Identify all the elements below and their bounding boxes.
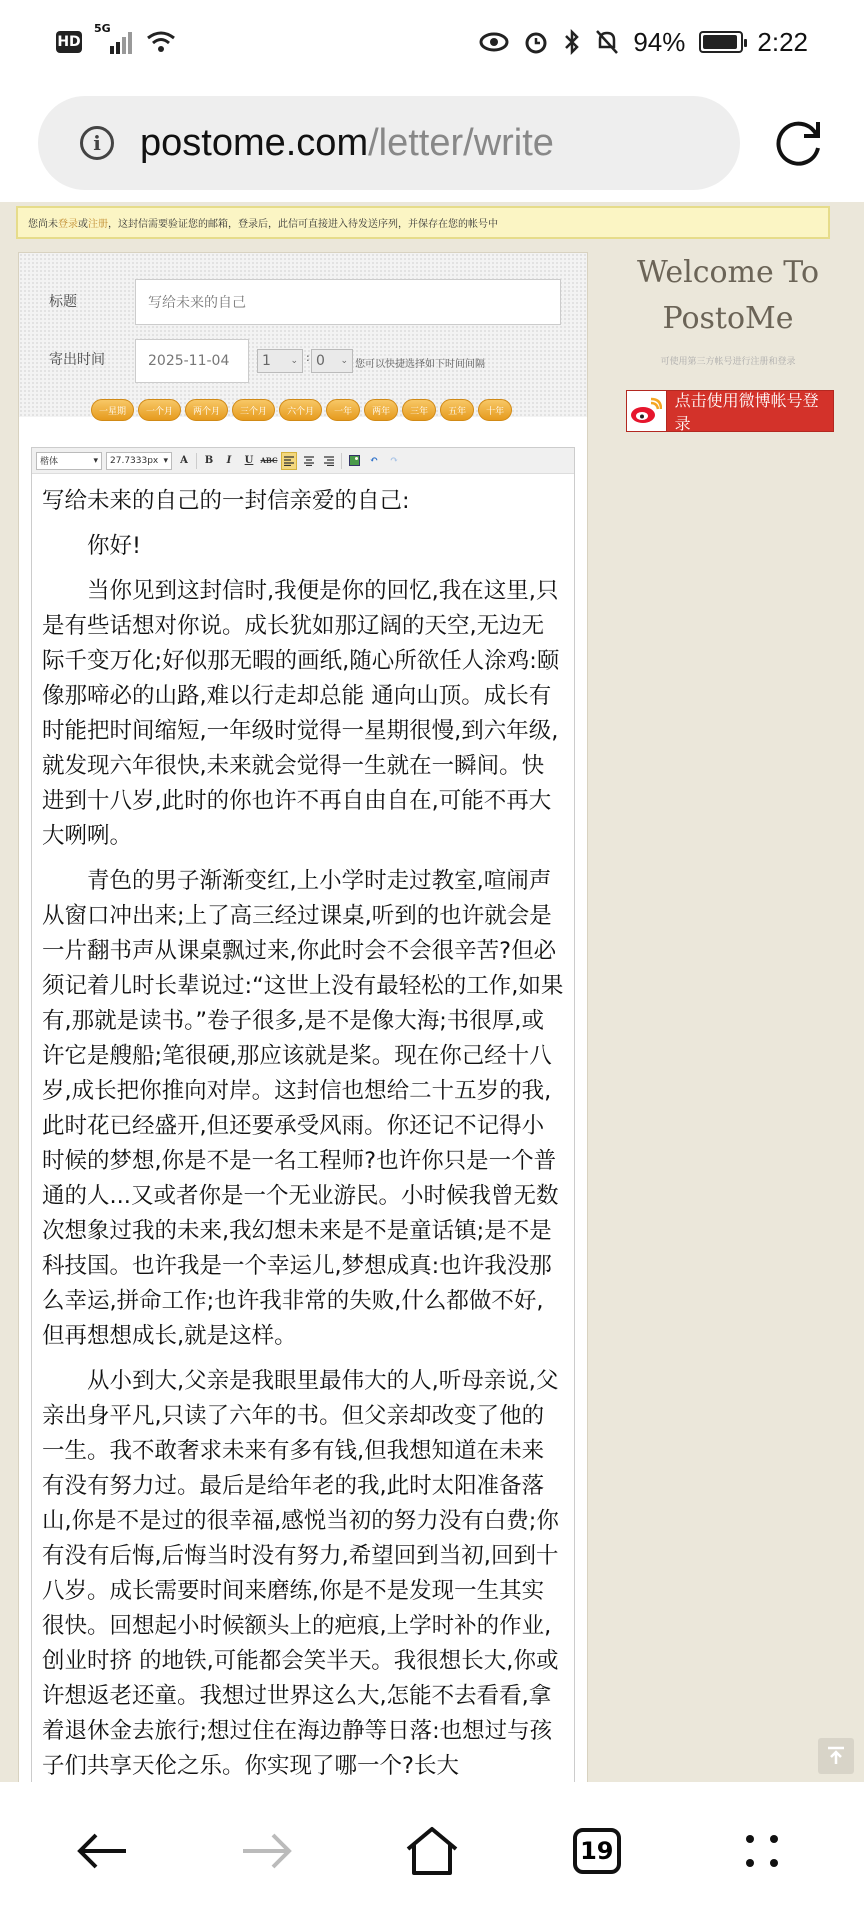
tab-count: 19: [573, 1828, 621, 1874]
hour-select[interactable]: [257, 349, 303, 373]
quick-btn-1-week[interactable]: 一星期: [91, 399, 134, 421]
status-left: [56, 22, 176, 54]
web-page: [0, 202, 864, 1782]
quick-interval-buttons: [91, 399, 512, 421]
notice-suffix: ，这封信需要验证您的邮箱，登录后，此信可直接进入待发送序列，并保存在您的帐号中: [108, 219, 498, 230]
menu-button[interactable]: [717, 1806, 807, 1896]
bluetooth-icon: [563, 29, 581, 55]
notice-prefix: 您尚未: [28, 219, 58, 230]
register-link[interactable]: 注册: [88, 219, 108, 230]
send-time-label: 寄出时间: [49, 352, 105, 368]
browser-bottom-nav: [0, 1782, 864, 1920]
battery-icon: [699, 31, 743, 53]
back-to-top-button[interactable]: [818, 1738, 854, 1774]
quick-btn-1-year[interactable]: 一年: [326, 399, 360, 421]
login-notice: [16, 206, 830, 239]
align-right-icon[interactable]: [321, 452, 337, 470]
underline-button[interactable]: U: [244, 455, 254, 466]
browser-toolbar: [0, 84, 864, 202]
strikethrough-button[interactable]: ABC: [260, 456, 278, 465]
status-time: 2:22: [757, 26, 808, 57]
signal-icon: [94, 22, 132, 54]
status-right: [479, 27, 808, 58]
home-button[interactable]: [387, 1806, 477, 1896]
align-center-icon[interactable]: [301, 452, 317, 470]
third-party-hint: 可使用第三方帐号进行注册和登录: [660, 357, 796, 367]
quick-btn-10-years[interactable]: 十年: [478, 399, 512, 421]
title-label: 标题: [49, 294, 77, 310]
quick-btn-2-years[interactable]: 两年: [364, 399, 398, 421]
arrow-left-icon: [74, 1829, 130, 1873]
letter-paragraph: 写给未来的自己的一封信亲爱的自己:: [42, 488, 410, 514]
letter-paragraph: 当你见到这封信时,我便是你的回忆,我在这里,只是有些话想对你说。成长犹如那辽阔的天空,无边无际千变万化;好似那无暇的画纸,随心所欲任人涂鸡:颐像那啼必的山路,难以行走却总能 通向山顶。成长有 时能把时间缩短,一年级时觉得一星期很慢,到六年级,就发现六年很快,未来就会觉得一生就在一瞬间。快进到十八岁,此时的你也许不再自由自在,可能不再大大咧咧。: [42, 578, 560, 849]
eye-icon: [479, 31, 509, 53]
reload-icon[interactable]: [772, 116, 826, 170]
network-label: 5G: [94, 22, 111, 35]
info-icon[interactable]: i: [80, 126, 114, 160]
arrow-up-icon: [825, 1745, 847, 1767]
welcome-title: [610, 250, 846, 342]
arrow-right-icon: [239, 1829, 295, 1873]
alarm-icon: [523, 29, 549, 55]
quick-btn-2-months[interactable]: 两个月: [185, 399, 228, 421]
letter-body[interactable]: [32, 474, 574, 1782]
toolbar-divider: [341, 453, 342, 469]
font-size-value: 27.7333px: [110, 455, 159, 466]
chevron-down-icon: ▾: [163, 455, 168, 466]
font-family-select[interactable]: [36, 452, 102, 470]
hour-value: 1: [262, 353, 271, 369]
tabs-button[interactable]: [552, 1806, 642, 1896]
undo-icon[interactable]: ↶: [369, 455, 379, 466]
rich-text-editor: [31, 447, 575, 1782]
weibo-login-label: 点击使用微博帐号登录: [674, 391, 819, 433]
letter-paragraph: 你好!: [87, 533, 142, 559]
wifi-icon: [146, 30, 176, 54]
form-header: [19, 253, 587, 417]
weibo-icon: [627, 391, 667, 431]
weibo-login-button[interactable]: [626, 390, 834, 432]
quick-select-hint: 您可以快捷选择如下时间间隔: [355, 359, 485, 370]
welcome-line-2: PostoMe: [662, 301, 794, 336]
forward-button[interactable]: [222, 1806, 312, 1896]
minute-select[interactable]: [311, 349, 353, 373]
hd-badge: HD: [56, 31, 82, 53]
back-button[interactable]: [57, 1806, 147, 1896]
status-bar: [0, 0, 864, 84]
notice-or: 或: [78, 219, 88, 230]
welcome-line-1: Welcome To: [636, 255, 820, 290]
chevron-down-icon: ⌄: [340, 356, 348, 366]
url-domain: postome.com: [140, 121, 369, 164]
letter-paragraph: 青色的男子渐渐变红,上小学时走过教室,喧闹声从窗口冲出来;上了高三经过课桌,听到的也许就会是一片翻书声从课桌飘过来,你此时会不会很辛苦?但必须记着儿时长辈说过:“这世上没有最轻松的工作,如果有,那就是读书。”卷子很多,是不是像大海;书很厚,或许它是艘船;笔很硬,那应该就是桨。现在你己经十八岁,成长把你推向对岸。这封信也想给二十五岁的我,此时花已经盛开,但还要承受风雨。你还记不记得小时候的梦想,你是不是一名工程师?也许你只是一个普通的人...又或者你是一个无业游民。小时候我曾无数次想象过我的未来,我幻想未来是不是童话镇;是不是科技国。也许我是一个幸运儿,梦想成真:也许我没那么幸运,拼命工作;也许我非常的失败,什么都做不好,但再想想成长,就是这样。: [42, 868, 564, 1349]
minute-value: 0: [316, 353, 325, 369]
font-family-value: 楷体: [40, 457, 59, 467]
time-colon: :: [306, 351, 310, 364]
font-size-select[interactable]: [106, 452, 172, 470]
quick-btn-1-month[interactable]: 一个月: [138, 399, 181, 421]
italic-button[interactable]: I: [226, 455, 232, 466]
editor-toolbar: [32, 448, 574, 474]
url-path: /letter/write: [368, 121, 554, 164]
quick-btn-6-months[interactable]: 六个月: [279, 399, 322, 421]
letter-paragraph: 从小到大,父亲是我眼里最伟大的人,听母亲说,父亲出身平凡,只读了六年的书。但父亲却改变了他的一生。我不敢奢求未来有多有钱,但我想知道在未来有没有努力过。最后是给年老的我,此时太阳准备落山,你是不是过的很幸福,感悦当初的努力没有白费;你有没有后悔,后悔当时没有努力,希望回到当初,回到十八岁。成长需要时间来磨练,你是不是发现一生其实很快。回想起小时候额头上的疤痕,上学时补的作业,创业时挤 的地铁,可能都会笑半天。我很想长大,你或许想返老还童。我想过世界这么大,怎能不去看看,拿着退休金去旅行;想过住在海边静等日落:也想过与孩子们共享天伦之乐。你实现了哪一个?长大: [42, 1368, 559, 1779]
chevron-down-icon: ▾: [93, 455, 98, 466]
url-text[interactable]: [140, 122, 554, 165]
battery-fill: [703, 35, 737, 49]
quick-btn-3-years[interactable]: 三年: [402, 399, 436, 421]
chevron-down-icon: ⌄: [290, 356, 298, 366]
redo-icon[interactable]: ↷: [389, 455, 399, 466]
login-link[interactable]: 登录: [58, 219, 78, 230]
bold-button[interactable]: B: [204, 455, 214, 466]
more-dots-icon: [742, 1831, 782, 1871]
toolbar-divider: [196, 453, 197, 469]
mute-icon: [595, 29, 619, 55]
insert-image-icon[interactable]: [346, 452, 362, 470]
home-icon: [404, 1825, 460, 1877]
quick-btn-5-years[interactable]: 五年: [440, 399, 474, 421]
battery-percent: 94%: [633, 26, 686, 57]
font-color-button[interactable]: A: [180, 455, 188, 466]
date-input[interactable]: 2025-11-04: [135, 339, 249, 383]
title-input[interactable]: 写给未来的自己: [135, 279, 561, 325]
address-bar[interactable]: [38, 96, 740, 190]
quick-btn-3-months[interactable]: 三个月: [232, 399, 275, 421]
align-left-icon[interactable]: [281, 452, 297, 470]
letter-form: [18, 252, 588, 1782]
